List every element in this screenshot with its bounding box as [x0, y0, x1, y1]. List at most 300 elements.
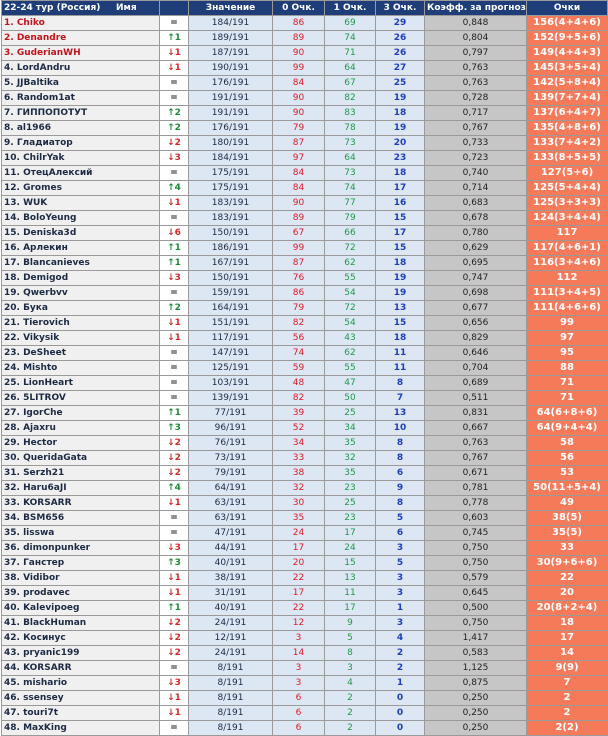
one-point-cell: 5 — [325, 631, 376, 646]
three-points-cell: 17 — [376, 181, 425, 196]
value-cell: 191/191 — [189, 106, 273, 121]
three-points-cell: 9 — [376, 481, 425, 496]
value-cell: 175/191 — [189, 181, 273, 196]
three-points-cell: 6 — [376, 526, 425, 541]
trend-header — [160, 1, 189, 16]
position-change: = — [160, 91, 189, 106]
table-row — [2, 481, 608, 496]
zero-points-cell: 20 — [273, 556, 325, 571]
value-cell: 150/191 — [189, 271, 273, 286]
table-row — [2, 241, 608, 256]
coef-header: Коэфф. за прогноз — [425, 1, 527, 16]
three-points-cell: 16 — [376, 196, 425, 211]
coef-cell: 0,511 — [425, 391, 527, 406]
table-row — [2, 316, 608, 331]
three-points-cell: 18 — [376, 106, 425, 121]
points-cell: 149(4+4+3) — [527, 46, 608, 61]
one-point-cell: 34 — [325, 421, 376, 436]
coef-cell: 0,250 — [425, 721, 527, 736]
value-cell: 186/191 — [189, 241, 273, 256]
coef-cell: 0,714 — [425, 181, 527, 196]
zero-points-cell: 30 — [273, 496, 325, 511]
player-name: 15. Deniska3d — [2, 226, 160, 241]
points-cell: 49 — [527, 496, 608, 511]
standings-table — [1, 0, 608, 736]
coef-cell: 0,717 — [425, 106, 527, 121]
player-name: 13. WUK — [2, 196, 160, 211]
zero-points-cell: 84 — [273, 76, 325, 91]
coef-cell: 0,704 — [425, 361, 527, 376]
value-cell: 183/191 — [189, 196, 273, 211]
table-row — [2, 166, 608, 181]
coef-cell: 0,728 — [425, 91, 527, 106]
zero-points-cell: 12 — [273, 616, 325, 631]
one-point-cell: 54 — [325, 286, 376, 301]
value-cell: 31/191 — [189, 586, 273, 601]
position-change: = — [160, 511, 189, 526]
one-point-cell: 2 — [325, 706, 376, 721]
position-change: ↑2 — [160, 106, 189, 121]
points-cell: 111(3+4+5) — [527, 286, 608, 301]
zero-points-cell: 6 — [273, 691, 325, 706]
value-cell: 191/191 — [189, 91, 273, 106]
table-row — [2, 46, 608, 61]
points-cell: 156(4+4+6) — [527, 16, 608, 31]
points-cell: 20 — [527, 586, 608, 601]
table-row — [2, 91, 608, 106]
table-row — [2, 571, 608, 586]
one-point-cell: 15 — [325, 556, 376, 571]
position-change: ↑1 — [160, 406, 189, 421]
one-point-cell: 67 — [325, 76, 376, 91]
player-name: 3. GuderianWH — [2, 46, 160, 61]
three-points-cell: 11 — [376, 346, 425, 361]
position-change: ↓2 — [160, 136, 189, 151]
player-name: 34. BSM656 — [2, 511, 160, 526]
table-row — [2, 391, 608, 406]
player-name: 43. pryanic199 — [2, 646, 160, 661]
table-row — [2, 676, 608, 691]
coef-cell: 0,740 — [425, 166, 527, 181]
three-points-cell: 13 — [376, 406, 425, 421]
points-cell: 117(4+6+1) — [527, 241, 608, 256]
one-point-cell: 54 — [325, 316, 376, 331]
zero-points-cell: 97 — [273, 151, 325, 166]
zero-points-cell: 99 — [273, 241, 325, 256]
one-point-cell: 74 — [325, 181, 376, 196]
position-change: ↓2 — [160, 616, 189, 631]
player-name: 2. Denandre — [2, 31, 160, 46]
value-cell: 184/191 — [189, 151, 273, 166]
player-name: 27. IgorChe — [2, 406, 160, 421]
table-row — [2, 331, 608, 346]
value-cell: 159/191 — [189, 286, 273, 301]
zero-points-cell: 3 — [273, 676, 325, 691]
zero-points-cell: 90 — [273, 106, 325, 121]
zero-points-cell: 76 — [273, 271, 325, 286]
coef-cell: 0,875 — [425, 676, 527, 691]
coef-cell: 0,689 — [425, 376, 527, 391]
position-change: ↑1 — [160, 241, 189, 256]
value-cell: 96/191 — [189, 421, 273, 436]
one-point-cell: 72 — [325, 301, 376, 316]
zero-points-cell: 84 — [273, 181, 325, 196]
coef-cell: 0,804 — [425, 31, 527, 46]
zero-points-cell: 90 — [273, 91, 325, 106]
three-points-cell: 6 — [376, 466, 425, 481]
coef-cell: 0,603 — [425, 511, 527, 526]
zero-points-header: 0 Очк. — [273, 1, 325, 16]
position-change: ↓1 — [160, 496, 189, 511]
value-cell: 139/191 — [189, 391, 273, 406]
table-row — [2, 436, 608, 451]
table-row — [2, 61, 608, 76]
points-cell: 152(9+5+6) — [527, 31, 608, 46]
coef-cell: 0,500 — [425, 601, 527, 616]
zero-points-cell: 82 — [273, 316, 325, 331]
coef-cell: 0,767 — [425, 121, 527, 136]
three-points-cell: 26 — [376, 46, 425, 61]
points-cell: 14 — [527, 646, 608, 661]
value-cell: 151/191 — [189, 316, 273, 331]
one-point-cell: 8 — [325, 646, 376, 661]
table-row — [2, 661, 608, 676]
coef-cell: 0,579 — [425, 571, 527, 586]
position-change: = — [160, 361, 189, 376]
position-change: ↓3 — [160, 271, 189, 286]
coef-cell: 0,750 — [425, 616, 527, 631]
player-name: 14. BoloYeung — [2, 211, 160, 226]
player-name: 16. Арлекин — [2, 241, 160, 256]
player-name: 18. Demigod — [2, 271, 160, 286]
position-change: = — [160, 391, 189, 406]
zero-points-cell: 79 — [273, 121, 325, 136]
position-change: = — [160, 526, 189, 541]
table-row — [2, 136, 608, 151]
three-points-cell: 18 — [376, 256, 425, 271]
player-name: 25. LionHeart — [2, 376, 160, 391]
points-cell: 116(3+4+6) — [527, 256, 608, 271]
coef-cell: 0,747 — [425, 271, 527, 286]
player-name: 29. Hector — [2, 436, 160, 451]
value-cell: 175/191 — [189, 166, 273, 181]
position-change: = — [160, 286, 189, 301]
one-point-cell: 2 — [325, 691, 376, 706]
points-cell: 2 — [527, 706, 608, 721]
value-cell: 8/191 — [189, 721, 273, 736]
value-cell: 64/191 — [189, 481, 273, 496]
table-row — [2, 496, 608, 511]
position-change: ↓1 — [160, 196, 189, 211]
one-point-cell: 72 — [325, 241, 376, 256]
zero-points-cell: 35 — [273, 511, 325, 526]
points-cell: 145(3+5+4) — [527, 61, 608, 76]
position-change: ↑1 — [160, 31, 189, 46]
zero-points-cell: 89 — [273, 31, 325, 46]
player-name: 9. Гладиатор — [2, 136, 160, 151]
zero-points-cell: 14 — [273, 646, 325, 661]
table-row — [2, 76, 608, 91]
three-points-cell: 26 — [376, 31, 425, 46]
table-row — [2, 421, 608, 436]
points-cell: 124(3+4+4) — [527, 211, 608, 226]
position-change: ↓2 — [160, 466, 189, 481]
coef-cell: 0,629 — [425, 241, 527, 256]
three-points-cell: 3 — [376, 541, 425, 556]
value-cell: 8/191 — [189, 676, 273, 691]
points-cell: 53 — [527, 466, 608, 481]
position-change: ↓1 — [160, 316, 189, 331]
one-point-cell: 35 — [325, 436, 376, 451]
value-cell: 44/191 — [189, 541, 273, 556]
player-name: 10. ChilrYak — [2, 151, 160, 166]
coef-cell: 0,583 — [425, 646, 527, 661]
points-cell: 127(5+6) — [527, 166, 608, 181]
points-cell: 56 — [527, 451, 608, 466]
points-cell: 125(5+4+4) — [527, 181, 608, 196]
table-row — [2, 151, 608, 166]
one-point-cell: 74 — [325, 31, 376, 46]
value-cell: 47/191 — [189, 526, 273, 541]
three-points-cell: 15 — [376, 211, 425, 226]
points-cell: 33 — [527, 541, 608, 556]
value-cell: 189/191 — [189, 31, 273, 46]
table-row — [2, 376, 608, 391]
points-cell: 133(8+5+5) — [527, 151, 608, 166]
position-change: ↓1 — [160, 691, 189, 706]
coef-cell: 0,848 — [425, 16, 527, 31]
table-row — [2, 286, 608, 301]
one-point-cell: 73 — [325, 136, 376, 151]
position-change: = — [160, 16, 189, 31]
one-point-cell: 55 — [325, 271, 376, 286]
one-point-cell: 64 — [325, 151, 376, 166]
round-label: 22-24 тур (Россия) — [4, 3, 101, 13]
coef-cell: 0,745 — [425, 526, 527, 541]
three-points-cell: 0 — [376, 706, 425, 721]
value-cell: 24/191 — [189, 616, 273, 631]
position-change: = — [160, 346, 189, 361]
table-row — [2, 646, 608, 661]
zero-points-cell: 90 — [273, 46, 325, 61]
player-name: 44. KORSARR — [2, 661, 160, 676]
three-points-cell: 1 — [376, 601, 425, 616]
one-point-cell: 3 — [325, 661, 376, 676]
zero-points-cell: 6 — [273, 721, 325, 736]
points-cell: 2 — [527, 691, 608, 706]
value-cell: 176/191 — [189, 76, 273, 91]
player-name: 1. Chiko — [2, 16, 160, 31]
value-cell: 79/191 — [189, 466, 273, 481]
one-point-cell: 78 — [325, 121, 376, 136]
three-points-cell: 10 — [376, 421, 425, 436]
one-point-cell: 62 — [325, 346, 376, 361]
value-cell: 164/191 — [189, 301, 273, 316]
value-cell: 8/191 — [189, 706, 273, 721]
three-points-header: 3 Очк. — [376, 1, 425, 16]
points-cell: 137(6+4+7) — [527, 106, 608, 121]
three-points-cell: 5 — [376, 511, 425, 526]
coef-cell: 0,829 — [425, 331, 527, 346]
one-point-cell: 79 — [325, 211, 376, 226]
value-cell: 183/191 — [189, 211, 273, 226]
value-header: Значение — [189, 1, 273, 16]
position-change: ↓1 — [160, 706, 189, 721]
three-points-cell: 1 — [376, 676, 425, 691]
player-name: 42. Косинус — [2, 631, 160, 646]
three-points-cell: 2 — [376, 646, 425, 661]
one-point-cell: 17 — [325, 601, 376, 616]
three-points-cell: 15 — [376, 241, 425, 256]
one-point-cell: 24 — [325, 541, 376, 556]
player-name: 47. touri7t — [2, 706, 160, 721]
three-points-cell: 8 — [376, 496, 425, 511]
position-change: = — [160, 166, 189, 181]
three-points-cell: 13 — [376, 301, 425, 316]
points-header: Очки — [527, 1, 608, 16]
coef-cell: 0,763 — [425, 61, 527, 76]
value-cell: 40/191 — [189, 601, 273, 616]
one-point-cell: 66 — [325, 226, 376, 241]
points-cell: 133(7+4+2) — [527, 136, 608, 151]
player-name: 41. BlackHuman — [2, 616, 160, 631]
position-change: = — [160, 376, 189, 391]
one-point-cell: 4 — [325, 676, 376, 691]
player-name: 37. Ганстер — [2, 556, 160, 571]
value-cell: 103/191 — [189, 376, 273, 391]
three-points-cell: 8 — [376, 376, 425, 391]
three-points-cell: 11 — [376, 361, 425, 376]
zero-points-cell: 90 — [273, 196, 325, 211]
player-name: 22. Vikysik — [2, 331, 160, 346]
player-name: 12. Gromes — [2, 181, 160, 196]
three-points-cell: 3 — [376, 616, 425, 631]
one-point-cell: 35 — [325, 466, 376, 481]
points-cell: 139(7+7+4) — [527, 91, 608, 106]
coef-cell: 0,646 — [425, 346, 527, 361]
points-cell: 135(4+8+6) — [527, 121, 608, 136]
player-name: 35. lisswa — [2, 526, 160, 541]
table-row — [2, 211, 608, 226]
one-point-cell: 25 — [325, 406, 376, 421]
player-name: 19. Qwerbvv — [2, 286, 160, 301]
value-cell: 167/191 — [189, 256, 273, 271]
player-name: 20. Бука — [2, 301, 160, 316]
player-name: 6. Random1at — [2, 91, 160, 106]
table-row — [2, 691, 608, 706]
position-change: ↓2 — [160, 631, 189, 646]
points-cell: 125(3+3+3) — [527, 196, 608, 211]
value-cell: 73/191 — [189, 451, 273, 466]
table-row — [2, 301, 608, 316]
three-points-cell: 8 — [376, 451, 425, 466]
value-cell: 63/191 — [189, 496, 273, 511]
value-cell: 38/191 — [189, 571, 273, 586]
player-name: 45. mishario — [2, 676, 160, 691]
zero-points-cell: 82 — [273, 391, 325, 406]
coef-cell: 0,780 — [425, 226, 527, 241]
value-cell: 40/191 — [189, 556, 273, 571]
value-cell: 77/191 — [189, 406, 273, 421]
one-point-cell: 47 — [325, 376, 376, 391]
position-change: ↓2 — [160, 646, 189, 661]
table-body — [2, 16, 608, 736]
zero-points-cell: 48 — [273, 376, 325, 391]
position-change: ↓3 — [160, 676, 189, 691]
position-change: ↓1 — [160, 331, 189, 346]
value-cell: 63/191 — [189, 511, 273, 526]
player-name: 7. ГИППОПОТУТ — [2, 106, 160, 121]
table-row — [2, 451, 608, 466]
player-name: 30. QueridaGata — [2, 451, 160, 466]
points-cell: 18 — [527, 616, 608, 631]
coef-cell: 0,645 — [425, 586, 527, 601]
coef-cell: 0,781 — [425, 481, 527, 496]
points-cell: 64(6+8+6) — [527, 406, 608, 421]
coef-cell: 0,698 — [425, 286, 527, 301]
three-points-cell: 27 — [376, 61, 425, 76]
three-points-cell: 18 — [376, 331, 425, 346]
zero-points-cell: 52 — [273, 421, 325, 436]
table-row — [2, 121, 608, 136]
table-row — [2, 361, 608, 376]
one-point-cell: 73 — [325, 166, 376, 181]
zero-points-cell: 22 — [273, 571, 325, 586]
coef-cell: 1,125 — [425, 661, 527, 676]
coef-cell: 0,763 — [425, 436, 527, 451]
points-cell: 64(9+4+4) — [527, 421, 608, 436]
value-cell: 8/191 — [189, 691, 273, 706]
coef-cell: 0,750 — [425, 556, 527, 571]
zero-points-cell: 3 — [273, 661, 325, 676]
position-change: = — [160, 211, 189, 226]
player-name: 48. MaxKing — [2, 721, 160, 736]
coef-cell: 0,797 — [425, 46, 527, 61]
position-change: ↓3 — [160, 151, 189, 166]
coef-cell: 0,683 — [425, 196, 527, 211]
position-change: ↓1 — [160, 61, 189, 76]
value-cell: 187/191 — [189, 46, 273, 61]
player-name: 21. Tierovich — [2, 316, 160, 331]
table-row — [2, 16, 608, 31]
value-cell: 125/191 — [189, 361, 273, 376]
table-row — [2, 631, 608, 646]
coef-cell: 0,695 — [425, 256, 527, 271]
player-name: 4. LordAndru — [2, 61, 160, 76]
table-row — [2, 406, 608, 421]
player-name: 17. Blancanieves — [2, 256, 160, 271]
value-cell: 12/191 — [189, 631, 273, 646]
zero-points-cell: 86 — [273, 286, 325, 301]
points-cell: 117 — [527, 226, 608, 241]
position-change: ↑2 — [160, 121, 189, 136]
value-cell: 176/191 — [189, 121, 273, 136]
points-cell: 71 — [527, 376, 608, 391]
one-point-cell: 43 — [325, 331, 376, 346]
zero-points-cell: 56 — [273, 331, 325, 346]
one-point-cell: 2 — [325, 721, 376, 736]
points-cell: 2(2) — [527, 721, 608, 736]
value-cell: 150/191 — [189, 226, 273, 241]
one-point-cell: 64 — [325, 61, 376, 76]
coef-cell: 0,667 — [425, 421, 527, 436]
zero-points-cell: 17 — [273, 586, 325, 601]
three-points-cell: 3 — [376, 571, 425, 586]
position-change: ↓2 — [160, 451, 189, 466]
position-change: ↓6 — [160, 226, 189, 241]
one-point-cell: 62 — [325, 256, 376, 271]
table-row — [2, 601, 608, 616]
